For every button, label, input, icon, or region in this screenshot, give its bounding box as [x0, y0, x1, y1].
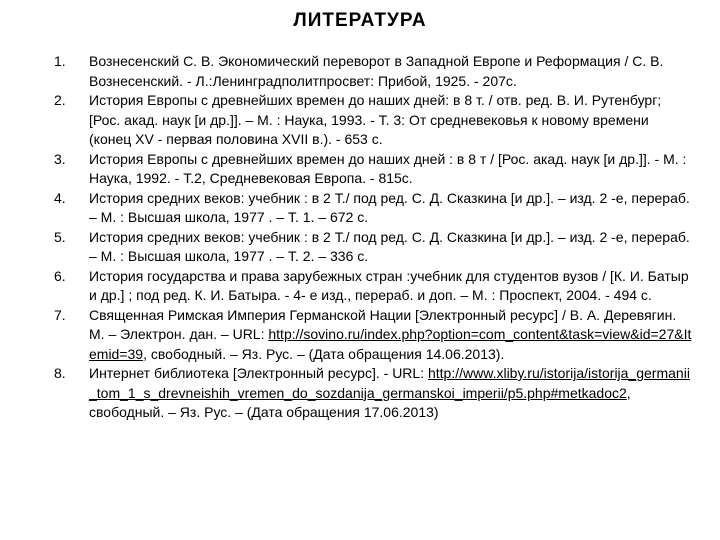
reference-item-8: [0, 364, 720, 423]
reference-url-link[interactable]: http://www.xliby.ru/istorija/istorija_germanii_tom_1_s_drevneishih_vremen_do_sozdanija_germanskoi_imperii/p5.php#metkadoc2: [89, 365, 690, 401]
reference-text-before-link: Интернет библиотека [Электронный ресурс]. - URL:: [89, 365, 428, 381]
reference-text-after-link: , свободный. – Яз. Рус. – (Дата обращения 14.06.2013).: [143, 345, 505, 362]
reference-item-1: [0, 52, 720, 91]
reference-text: История Европы с древнейших времен до наших дней : в 8 т / [Рос. акад. наук [и др.]]. - М. : Наука, 1992. - Т.2, Средневековая Европа. - 815с.: [89, 150, 687, 186]
reference-number: 1.: [54, 53, 66, 69]
reference-url-link[interactable]: http://sovino.ru/index.php?option=com_content&task=view&id=27&Itemid=39: [89, 326, 692, 362]
reference-item-4: [0, 189, 720, 228]
reference-text: История средних веков: учебник : в 2 Т./ под ред. С. Д. Сказкина [и др.]. – изд. 2 -е, перераб. – М. : Высшая школа, 1977 . – Т. 2. – 336 с.: [89, 228, 690, 264]
reference-number: 5.: [54, 228, 66, 245]
reference-item-7: [0, 306, 720, 365]
reference-number: 2.: [54, 92, 66, 108]
page-title: ЛИТЕРАТУРА: [293, 10, 427, 31]
reference-number: 8.: [54, 365, 66, 381]
reference-item-6: [0, 267, 720, 306]
reference-number: 6.: [54, 267, 66, 284]
reference-text-after-link: , свободный. – Яз. Рус. – (Дата обращения 17.06.2013): [89, 384, 631, 420]
reference-item-5: [0, 228, 720, 267]
reference-text-before-link: Священная Римская Империя Германской Нации [Электронный ресурс] / В. А. Деревягин. М. – Электрон. дан. – URL:: [89, 306, 677, 342]
reference-number: 4.: [54, 189, 66, 206]
reference-item-3: [0, 150, 720, 189]
reference-list: [0, 52, 720, 423]
reference-number: 7.: [54, 306, 66, 323]
reference-item-2: [0, 91, 720, 150]
reference-text: История средних веков: учебник : в 2 Т./ под ред. С. Д. Сказкина [и др.]. – изд. 2 -е, перераб. – М. : Высшая школа, 1977 . – Т. 1. – 672 с.: [89, 189, 690, 225]
reference-text: История государства и права зарубежных стран :учебник для студентов вузов / [К. И. Батыр и др.] ; под ред. К. И. Батыра. - 4- е изд., перераб. и доп. – М. : Проспект, 2004. - 494 с.: [89, 267, 689, 303]
reference-text: История Европы с древнейших времен до наших дней: в 8 т. / отв. ред. В. И. Рутенбург; [Рос. акад. наук [и др.]]. – М. : Наука, 1993. - Т. 3: От средневековья к новому времени (конец XV - первая половина XVII в.). - 653 с.: [89, 92, 662, 147]
reference-text: Вознесенский С. В. Экономический переворот в Западной Европе и Реформация / С. В. Вознесенский. - Л.:Ленинградполитпросвет: Прибой, 1925. - 207с.: [89, 53, 664, 89]
reference-number: 3.: [54, 150, 66, 167]
